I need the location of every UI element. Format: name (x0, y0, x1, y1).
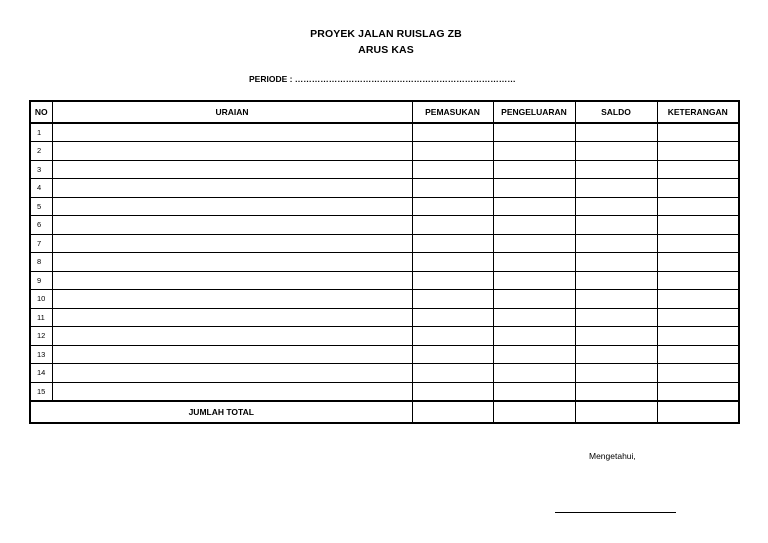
table-row (30, 142, 739, 161)
table-row (30, 308, 739, 327)
uraian-cell (52, 142, 412, 161)
pemasukan-cell (412, 345, 493, 364)
keterangan-cell (657, 253, 739, 272)
column-header-pemasukan: PEMASUKAN (412, 101, 493, 123)
document-title: PROYEK JALAN RUISLAG ZB (310, 28, 462, 40)
saldo-cell (575, 160, 657, 179)
table-row (30, 290, 739, 309)
row-number: 13 (30, 345, 52, 364)
pengeluaran-cell (493, 290, 575, 309)
keterangan-cell (657, 382, 739, 401)
saldo-cell (575, 364, 657, 383)
uraian-cell (52, 271, 412, 290)
row-number: 2 (30, 142, 52, 161)
pengeluaran-cell (493, 364, 575, 383)
uraian-cell (52, 364, 412, 383)
table-header-row (30, 101, 739, 123)
table-row (30, 216, 739, 235)
keterangan-cell (657, 364, 739, 383)
pengeluaran-cell (493, 234, 575, 253)
pemasukan-cell (412, 364, 493, 383)
row-number: 15 (30, 382, 52, 401)
row-number: 5 (30, 197, 52, 216)
pemasukan-cell (412, 197, 493, 216)
pengeluaran-cell (493, 382, 575, 401)
keterangan-cell (657, 234, 739, 253)
row-number: 4 (30, 179, 52, 198)
row-number: 8 (30, 253, 52, 272)
saldo-cell (575, 382, 657, 401)
pemasukan-cell (412, 123, 493, 142)
uraian-cell (52, 345, 412, 364)
pemasukan-cell (412, 253, 493, 272)
total-pemasukan-cell (412, 401, 493, 423)
saldo-cell (575, 142, 657, 161)
row-number: 9 (30, 271, 52, 290)
row-number: 11 (30, 308, 52, 327)
pemasukan-cell (412, 179, 493, 198)
pemasukan-cell (412, 271, 493, 290)
table-row (30, 364, 739, 383)
column-header-saldo: SALDO (575, 101, 657, 123)
saldo-cell (575, 290, 657, 309)
pemasukan-cell (412, 216, 493, 235)
pengeluaran-cell (493, 197, 575, 216)
saldo-cell (575, 216, 657, 235)
table-row (30, 382, 739, 401)
table-row (30, 234, 739, 253)
keterangan-cell (657, 197, 739, 216)
pengeluaran-cell (493, 253, 575, 272)
table-row (30, 197, 739, 216)
table-row (30, 253, 739, 272)
pengeluaran-cell (493, 123, 575, 142)
keterangan-cell (657, 308, 739, 327)
uraian-cell (52, 160, 412, 179)
table-row (30, 123, 739, 142)
saldo-cell (575, 345, 657, 364)
pengeluaran-cell (493, 142, 575, 161)
uraian-cell (52, 308, 412, 327)
pemasukan-cell (412, 382, 493, 401)
table-row (30, 327, 739, 346)
saldo-cell (575, 253, 657, 272)
uraian-cell (52, 234, 412, 253)
pemasukan-cell (412, 142, 493, 161)
row-number: 10 (30, 290, 52, 309)
keterangan-cell (657, 142, 739, 161)
table-row (30, 160, 739, 179)
pemasukan-cell (412, 327, 493, 346)
pemasukan-cell (412, 234, 493, 253)
pemasukan-cell (412, 308, 493, 327)
saldo-cell (575, 197, 657, 216)
uraian-cell (52, 382, 412, 401)
column-header-uraian: URAIAN (52, 101, 412, 123)
saldo-cell (575, 234, 657, 253)
column-header-keterangan: KETERANGAN (657, 101, 739, 123)
pengeluaran-cell (493, 345, 575, 364)
row-number: 14 (30, 364, 52, 383)
row-number: 3 (30, 160, 52, 179)
row-number: 1 (30, 123, 52, 142)
pengeluaran-cell (493, 179, 575, 198)
total-saldo-cell (575, 401, 657, 423)
uraian-cell (52, 216, 412, 235)
periode-label: PERIODE : …………………………………………………………………… (249, 74, 516, 84)
cash-flow-table (29, 100, 740, 424)
pengeluaran-cell (493, 327, 575, 346)
column-header-no: NO (30, 101, 52, 123)
row-number: 12 (30, 327, 52, 346)
pengeluaran-cell (493, 308, 575, 327)
document-subtitle: ARUS KAS (358, 44, 414, 56)
pengeluaran-cell (493, 160, 575, 179)
pemasukan-cell (412, 290, 493, 309)
keterangan-cell (657, 160, 739, 179)
saldo-cell (575, 271, 657, 290)
uraian-cell (52, 327, 412, 346)
table-row (30, 345, 739, 364)
mengetahui-label: Mengetahui, (589, 451, 636, 461)
table-row (30, 179, 739, 198)
total-keterangan-cell (657, 401, 739, 423)
saldo-cell (575, 123, 657, 142)
signature-line (555, 512, 676, 513)
saldo-cell (575, 327, 657, 346)
keterangan-cell (657, 290, 739, 309)
pemasukan-cell (412, 160, 493, 179)
pengeluaran-cell (493, 271, 575, 290)
total-row (30, 401, 739, 423)
table-row (30, 271, 739, 290)
keterangan-cell (657, 345, 739, 364)
keterangan-cell (657, 327, 739, 346)
saldo-cell (575, 179, 657, 198)
uraian-cell (52, 290, 412, 309)
keterangan-cell (657, 179, 739, 198)
saldo-cell (575, 308, 657, 327)
keterangan-cell (657, 216, 739, 235)
row-number: 6 (30, 216, 52, 235)
uraian-cell (52, 197, 412, 216)
column-header-pengeluaran: PENGELUARAN (493, 101, 575, 123)
uraian-cell (52, 253, 412, 272)
uraian-cell (52, 123, 412, 142)
keterangan-cell (657, 271, 739, 290)
total-pengeluaran-cell (493, 401, 575, 423)
total-label: JUMLAH TOTAL (30, 401, 412, 423)
uraian-cell (52, 179, 412, 198)
keterangan-cell (657, 123, 739, 142)
row-number: 7 (30, 234, 52, 253)
pengeluaran-cell (493, 216, 575, 235)
